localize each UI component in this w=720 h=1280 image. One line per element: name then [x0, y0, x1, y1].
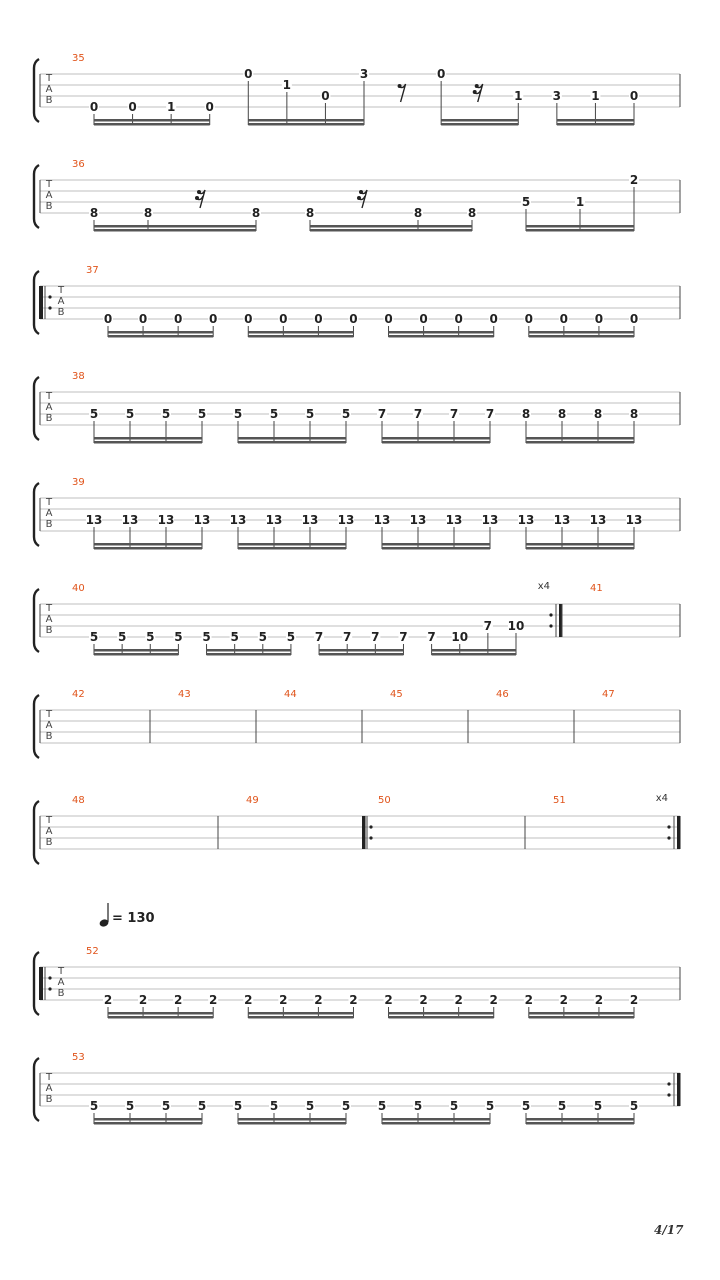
tab-system [34, 265, 680, 338]
beam [441, 119, 518, 122]
fret-number: 5 [449, 1099, 459, 1113]
fret-number: 5 [413, 1099, 423, 1113]
fret-number: 0 [89, 100, 99, 114]
beam [207, 649, 291, 652]
measure-number: 50 [378, 795, 391, 806]
beam [529, 335, 634, 338]
fret-number: 2 [314, 993, 323, 1007]
fret-number: 5 [89, 630, 99, 644]
fret-number: 5 [161, 1099, 171, 1113]
fret-number: 8 [521, 407, 531, 421]
fret-number: 2 [103, 993, 113, 1007]
fret-number: 2 [524, 993, 533, 1007]
beam [94, 543, 202, 546]
beam [389, 335, 494, 338]
fret-number: 1 [591, 89, 600, 103]
beam [382, 437, 490, 440]
tab-clef-letter: A [45, 402, 53, 413]
beam [108, 1016, 213, 1019]
system-bracket [34, 589, 39, 652]
repeat-dot [667, 1093, 670, 1096]
fret-number: 13 [157, 513, 175, 527]
beam [94, 119, 210, 122]
fret-number: 5 [89, 407, 99, 421]
fret-number: 5 [629, 1099, 639, 1113]
fret-number: 3 [359, 67, 369, 81]
tab-clef-letter: B [57, 307, 65, 318]
beam [108, 331, 213, 334]
fret-number: 8 [557, 407, 567, 421]
tab-clef-letter: T [45, 1072, 53, 1083]
beam [94, 225, 256, 228]
fret-number: 5 [230, 630, 239, 644]
tab-system [34, 159, 680, 232]
fret-number: 7 [483, 619, 493, 633]
tab-system [34, 689, 680, 758]
fret-number: 7 [449, 407, 459, 421]
fret-number: 2 [419, 993, 428, 1007]
repeat-dot [369, 836, 372, 839]
beam [108, 335, 213, 338]
repeat-end-thick-bar [677, 1073, 681, 1106]
fret-number: 0 [279, 312, 288, 326]
fret-number: 2 [454, 993, 463, 1007]
beam [94, 547, 202, 550]
repeat-start-thick-bar [362, 816, 366, 849]
fret-number: 0 [244, 67, 253, 81]
repeat-dot [369, 825, 372, 828]
fret-number: 0 [629, 312, 639, 326]
fret-number: 13 [517, 513, 535, 527]
tab-systems [34, 53, 681, 1125]
fret-number: 2 [244, 993, 253, 1007]
beam [382, 441, 490, 444]
eighth-rest-icon [398, 84, 406, 102]
repeat-dot [667, 825, 670, 828]
beam [248, 123, 364, 126]
tab-clef-letter: A [45, 826, 53, 837]
fret-number: 2 [629, 173, 639, 187]
fret-number: 0 [128, 100, 137, 114]
fret-number: 13 [121, 513, 139, 527]
measure-number: 53 [72, 1052, 85, 1063]
beam [526, 547, 634, 550]
beam [389, 1012, 494, 1015]
fret-number: 5 [258, 630, 267, 644]
fret-number: 7 [427, 630, 436, 644]
fret-number: 0 [489, 312, 498, 326]
fret-number: 13 [301, 513, 319, 527]
beam [238, 1122, 346, 1125]
beam [248, 1012, 353, 1015]
fret-number: 5 [341, 1099, 351, 1113]
fret-number: 0 [314, 312, 323, 326]
measure-number: 44 [284, 689, 297, 700]
fret-number: 0 [629, 89, 639, 103]
tab-system [34, 1052, 681, 1125]
system-bracket [34, 801, 39, 864]
beam [94, 441, 202, 444]
beam [248, 1016, 353, 1019]
system-bracket [34, 483, 39, 546]
tab-clef-letter: A [45, 614, 53, 625]
fret-number: 8 [593, 407, 603, 421]
repeat-dot [549, 624, 552, 627]
tab-clef-letter: T [57, 285, 65, 296]
tab-clef-letter: T [45, 603, 53, 614]
fret-number: 1 [514, 89, 523, 103]
beam [238, 437, 346, 440]
beam [94, 229, 256, 232]
tab-clef-letter: B [45, 413, 53, 424]
fret-number: 7 [399, 630, 408, 644]
fret-number: 0 [384, 312, 393, 326]
repeat-dot [667, 836, 670, 839]
beam [529, 331, 634, 334]
repeat-dot [549, 613, 552, 616]
beam [526, 229, 634, 232]
fret-number: 5 [521, 195, 531, 209]
tab-clef-letter: A [45, 190, 53, 201]
tab-clef-letter: B [45, 625, 53, 636]
fret-number: 5 [233, 1099, 243, 1113]
system-bracket [34, 1058, 39, 1121]
tab-system [34, 53, 680, 126]
tab-clef-letter: B [45, 1094, 53, 1105]
beam [382, 1118, 490, 1121]
fret-number: 7 [413, 407, 423, 421]
repeat-end-thick-bar [677, 816, 681, 849]
measure-number: 43 [178, 689, 191, 700]
measure-number: 47 [602, 689, 615, 700]
beam [432, 653, 516, 656]
beam [238, 547, 346, 550]
fret-number: 5 [269, 1099, 279, 1113]
measure-number: 51 [553, 795, 566, 806]
fret-number: 5 [521, 1099, 531, 1113]
beam [382, 1122, 490, 1125]
beam [94, 437, 202, 440]
fret-number: 0 [173, 312, 183, 326]
system-bracket [34, 377, 39, 440]
fret-number: 0 [103, 312, 113, 326]
sixteenth-rest-icon [195, 190, 205, 208]
tab-clef-letter: T [57, 966, 65, 977]
beam [94, 1118, 202, 1121]
fret-number: 5 [125, 407, 135, 421]
fret-number: 2 [173, 993, 183, 1007]
repeat-dot [48, 306, 51, 309]
fret-number: 1 [575, 195, 585, 209]
fret-number: 0 [559, 312, 569, 326]
fret-number: 1 [282, 78, 292, 92]
tempo-mark: = 130 [112, 911, 155, 926]
fret-number: 0 [436, 67, 446, 81]
tab-clef-letter: B [45, 95, 53, 106]
fret-number: 0 [205, 100, 214, 114]
fret-number: 5 [341, 407, 351, 421]
fret-number: 8 [629, 407, 639, 421]
beam [382, 543, 490, 546]
tab-clef-letter: B [45, 837, 53, 848]
beam [207, 653, 291, 656]
fret-number: 5 [197, 407, 207, 421]
fret-number: 10 [451, 630, 469, 644]
tab-clef-letter: A [45, 508, 53, 519]
tab-clef-letter: B [57, 988, 65, 999]
measure-number: 35 [72, 53, 85, 64]
fret-number: 13 [409, 513, 427, 527]
beam [248, 331, 353, 334]
fret-number: 0 [321, 89, 330, 103]
fret-number: 8 [143, 206, 153, 220]
fret-number: 5 [305, 1099, 315, 1113]
fret-number: 5 [197, 1099, 207, 1113]
fret-number: 2 [349, 993, 358, 1007]
fret-number: 10 [507, 619, 525, 633]
tab-system [34, 581, 680, 656]
measure-number: 48 [72, 795, 85, 806]
repeat-start-thick-bar [39, 967, 43, 1000]
beam [526, 225, 634, 228]
fret-number: 5 [269, 407, 279, 421]
beam [529, 1016, 634, 1019]
fret-number: 8 [89, 206, 99, 220]
fret-number: 5 [557, 1099, 567, 1113]
repeat-count: x4 [655, 793, 668, 804]
beam [248, 119, 364, 122]
beam [94, 649, 178, 652]
fret-number: 5 [233, 407, 243, 421]
fret-number: 13 [265, 513, 283, 527]
measure-number: 37 [86, 265, 99, 276]
beam [382, 547, 490, 550]
fret-number: 13 [373, 513, 391, 527]
beam [389, 1016, 494, 1019]
sixteenth-rest-icon [473, 84, 483, 102]
tab-system [34, 477, 680, 550]
beam [557, 119, 634, 122]
fret-number: 8 [305, 206, 315, 220]
system-bracket [34, 271, 39, 334]
fret-number: 7 [343, 630, 352, 644]
fret-number: 13 [625, 513, 643, 527]
page-number: 4/17 [654, 1223, 684, 1237]
fret-number: 2 [559, 993, 569, 1007]
fret-number: 0 [244, 312, 253, 326]
beam [238, 1118, 346, 1121]
measure-number: 45 [390, 689, 403, 700]
fret-number: 5 [125, 1099, 135, 1113]
beam [526, 543, 634, 546]
measure-number: 39 [72, 477, 85, 488]
rest-stroke [400, 84, 406, 102]
measure-number: 49 [246, 795, 259, 806]
tab-clef-letter: B [45, 519, 53, 530]
fret-number: 5 [202, 630, 211, 644]
fret-number: 13 [445, 513, 463, 527]
beam [238, 543, 346, 546]
tab-system [34, 793, 681, 864]
beam [529, 1012, 634, 1015]
fret-number: 0 [138, 312, 148, 326]
fret-number: 0 [594, 312, 604, 326]
fret-number: 13 [337, 513, 355, 527]
fret-number: 2 [138, 993, 148, 1007]
tab-clef-letter: A [57, 977, 65, 988]
fret-number: 2 [384, 993, 393, 1007]
fret-number: 13 [553, 513, 571, 527]
tab-clef-letter: T [45, 497, 53, 508]
tab-clef-letter: T [45, 815, 53, 826]
tab-clef-letter: A [57, 296, 65, 307]
fret-number: 5 [161, 407, 171, 421]
fret-number: 13 [229, 513, 247, 527]
fret-number: 5 [146, 630, 155, 644]
fret-number: 5 [305, 407, 315, 421]
beam [248, 335, 353, 338]
repeat-start-thick-bar [39, 286, 43, 319]
measure-number: 40 [72, 583, 85, 594]
tab-system [34, 903, 680, 1019]
fret-number: 13 [85, 513, 103, 527]
beam [319, 649, 403, 652]
beam [526, 1122, 634, 1125]
measure-number: 38 [72, 371, 85, 382]
fret-number: 3 [552, 89, 562, 103]
fret-number: 2 [594, 993, 604, 1007]
fret-number: 7 [485, 407, 495, 421]
fret-number: 5 [89, 1099, 99, 1113]
repeat-dot [48, 976, 51, 979]
fret-number: 7 [314, 630, 324, 644]
fret-number: 5 [174, 630, 183, 644]
fret-number: 2 [489, 993, 498, 1007]
measure-number: 36 [72, 159, 85, 170]
measure-number: 41 [590, 583, 603, 594]
repeat-dot [48, 987, 51, 990]
fret-number: 2 [629, 993, 639, 1007]
fret-number: 5 [377, 1099, 387, 1113]
fret-number: 8 [413, 206, 423, 220]
beam [319, 653, 403, 656]
beam [441, 123, 518, 126]
tab-clef-letter: A [45, 84, 53, 95]
measure-number: 42 [72, 689, 85, 700]
system-bracket [34, 165, 39, 228]
beam [310, 225, 472, 228]
beam [94, 653, 178, 656]
beam [238, 441, 346, 444]
fret-number: 5 [286, 630, 296, 644]
tab-clef-letter: A [45, 720, 53, 731]
beam [94, 1122, 202, 1125]
fret-number: 0 [349, 312, 358, 326]
beam [94, 123, 210, 126]
beam [526, 441, 634, 444]
beam [310, 229, 472, 232]
fret-number: 0 [209, 312, 218, 326]
fret-number: 2 [279, 993, 288, 1007]
fret-number: 8 [251, 206, 261, 220]
fret-number: 7 [371, 630, 380, 644]
fret-number: 13 [481, 513, 499, 527]
sixteenth-rest-icon [357, 190, 367, 208]
tab-clef-letter: B [45, 201, 53, 212]
repeat-dot [48, 295, 51, 298]
fret-number: 0 [454, 312, 463, 326]
beam [557, 123, 634, 126]
fret-number: 8 [467, 206, 477, 220]
fret-number: 5 [117, 630, 127, 644]
beam [526, 1118, 634, 1121]
measure-number: 46 [496, 689, 509, 700]
tab-clef-letter: T [45, 73, 53, 84]
fret-number: 2 [209, 993, 218, 1007]
fret-number: 5 [593, 1099, 603, 1113]
tab-clef-letter: B [45, 731, 53, 742]
measure-number: 52 [86, 946, 99, 957]
beam [108, 1012, 213, 1015]
fret-number: 5 [485, 1099, 495, 1113]
tab-system [34, 371, 680, 444]
repeat-dot [667, 1082, 670, 1085]
fret-number: 7 [377, 407, 387, 421]
fret-number: 0 [524, 312, 533, 326]
tab-clef-letter: T [45, 391, 53, 402]
fret-number: 0 [419, 312, 428, 326]
system-bracket [34, 59, 39, 122]
fret-number: 13 [193, 513, 211, 527]
tab-clef-letter: T [45, 709, 53, 720]
repeat-count: x4 [537, 581, 550, 592]
beam [526, 437, 634, 440]
tab-clef-letter: T [45, 179, 53, 190]
fret-number: 1 [166, 100, 176, 114]
system-bracket [34, 695, 39, 758]
beam [432, 649, 516, 652]
fret-number: 13 [589, 513, 607, 527]
beam [389, 331, 494, 334]
system-bracket [34, 952, 39, 1015]
tab-clef-letter: A [45, 1083, 53, 1094]
